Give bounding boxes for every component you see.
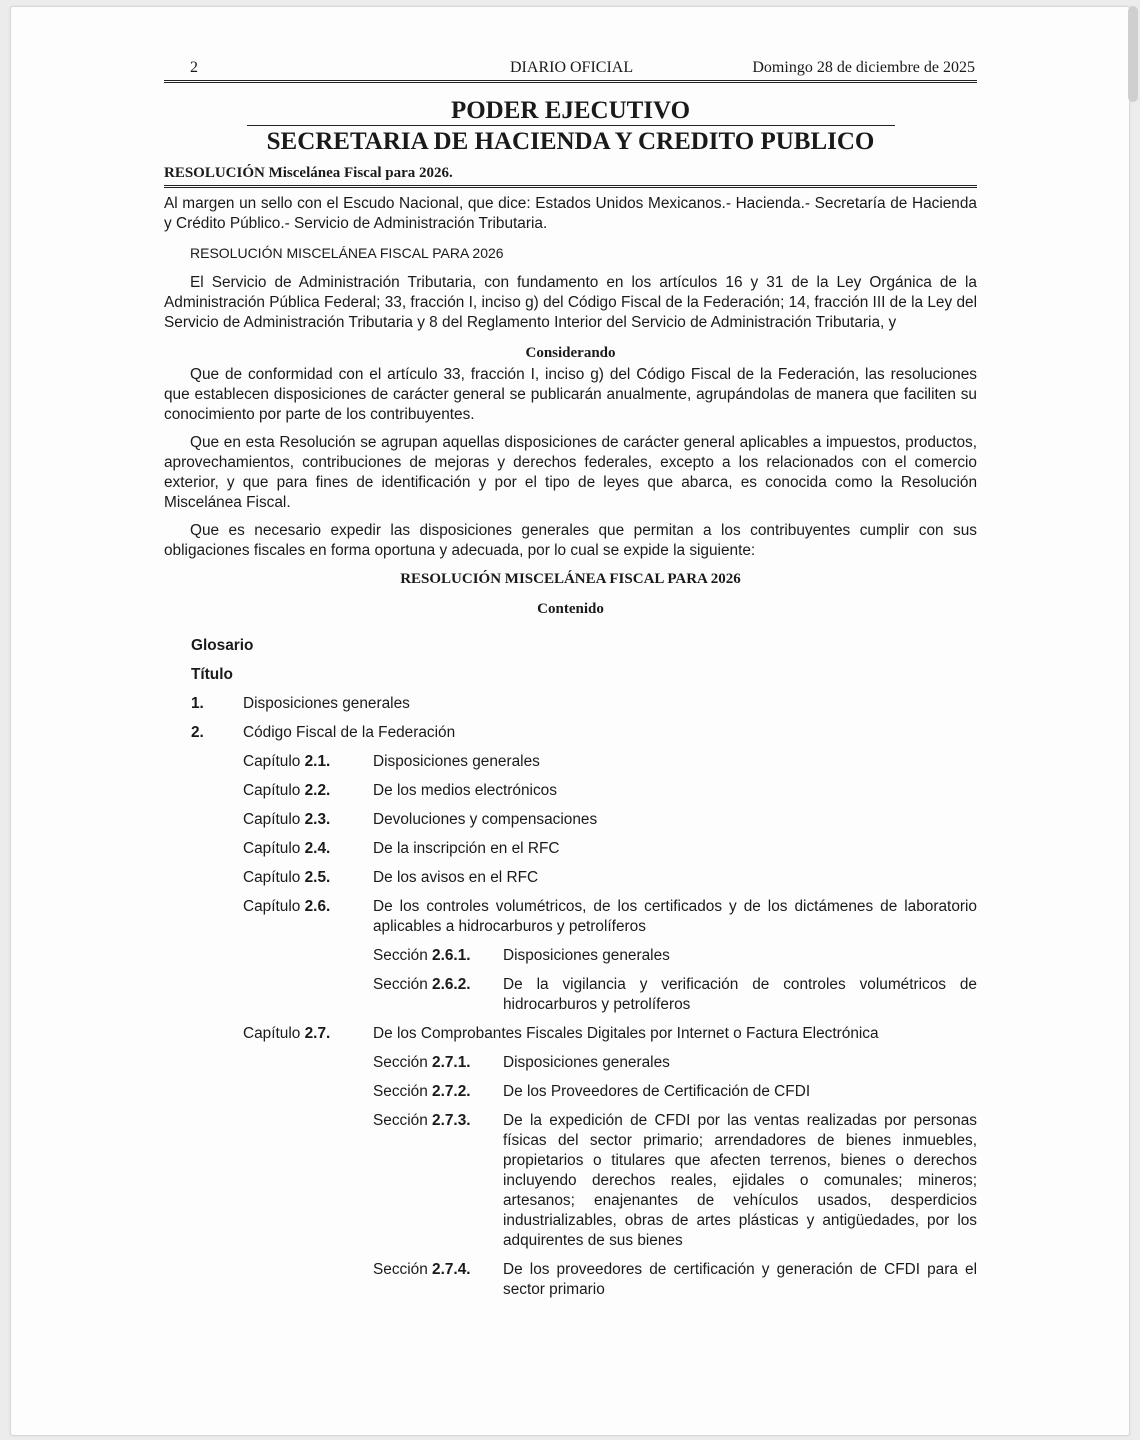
- page-content: [164, 59, 977, 1300]
- chapter-word: Capítulo: [243, 753, 305, 770]
- publication-date: Domingo 28 de diciembre de 2025: [752, 59, 975, 76]
- resolution-line: [164, 165, 977, 188]
- chapter-word: Capítulo: [243, 898, 305, 915]
- section-title: De los proveedores de certificación y generación de CFDI para el sector primario: [503, 1261, 977, 1298]
- section-number: 2.7.3.: [432, 1112, 471, 1129]
- chapter-title: De la inscripción en el RFC: [373, 840, 560, 857]
- contents-heading: Contenido: [537, 601, 604, 617]
- chapter-number: 2.6.: [304, 898, 331, 915]
- section-title: Disposiciones generales: [503, 1054, 670, 1071]
- considerando-paragraph-2: Que en esta Resolución se agrupan aquellas disposiciones de carácter general aplicables a impuestos, productos, aprovechamientos, contribuciones de mejoras y derechos federales, excepto a los relacionados con el comercio exterior, y que para fines de identificación y por el tipo de leyes que abarca, es conocida como la Resolución Miscelánea Fiscal.: [164, 434, 977, 511]
- section-word: Sección: [373, 976, 433, 993]
- section-number: 2.7.1.: [432, 1054, 471, 1071]
- toc-chapter: [164, 897, 977, 937]
- toc-section: [164, 1111, 977, 1251]
- chapter-title: De los avisos en el RFC: [373, 869, 539, 886]
- section-number: 2.7.4.: [432, 1261, 471, 1278]
- toc-section: [164, 946, 977, 966]
- considerando-heading: Considerando: [525, 345, 616, 361]
- table-of-contents: [164, 636, 977, 1300]
- toc-chapter: [164, 752, 977, 772]
- section-title: De la vigilancia y verificación de controles volumétricos de hidrocarburos y petrolíferos: [503, 976, 977, 1013]
- title-divider: [247, 125, 895, 126]
- section-word: Sección: [373, 1054, 433, 1071]
- resolution-rest: Miscelánea Fiscal para 2026.: [264, 165, 453, 181]
- toc-chapter: [164, 781, 977, 801]
- title-text: Código Fiscal de la Federación: [243, 724, 456, 741]
- vertical-scrollbar[interactable]: [1128, 6, 1138, 102]
- section-word: Sección: [373, 1261, 433, 1278]
- chapter-title: Devoluciones y compensaciones: [373, 811, 598, 828]
- toc-section: [164, 1053, 977, 1073]
- chapter-number: 2.3.: [304, 811, 331, 828]
- section-word: Sección: [373, 1112, 433, 1129]
- toc-chapter: [164, 839, 977, 859]
- page-number: 2: [190, 59, 198, 76]
- title-number: 1.: [191, 695, 204, 712]
- toc-section: [164, 1260, 977, 1300]
- ministry-title: SECRETARIA DE HACIENDA Y CREDITO PUBLICO: [266, 128, 875, 155]
- chapter-title: De los Comprobantes Fiscales Digitales por Internet o Factura Electrónica: [373, 1025, 879, 1042]
- section-title: De la expedición de CFDI por las ventas realizadas por personas físicas del sector primario; arrendadores de bienes inmuebles, propietarios o titulares que afecten terrenos, bienes o derechos incluyendo derechos reales, ejidales o comunales; mineros; artesanos; enajenantes de vehículos usados, desperdicios industrializables, obras de artes plásticas y antigüedades, por los adquirentes de sus bienes: [503, 1112, 977, 1249]
- section-title: De los Proveedores de Certificación de CFDI: [503, 1083, 811, 1100]
- chapter-title: Disposiciones generales: [373, 753, 540, 770]
- considerando-paragraph-3: Que es necesario expedir las disposiciones generales que permitan a los contribuyentes cumplir con sus obligaciones fiscales en forma oportuna y adecuada, por lo cual se expide la siguiente:: [164, 522, 977, 559]
- publication-name: DIARIO OFICIAL: [510, 59, 634, 76]
- section-word: Sección: [373, 947, 433, 964]
- chapter-number: 2.2.: [304, 782, 331, 799]
- section-word: Sección: [373, 1083, 433, 1100]
- toc-title-1: [164, 694, 977, 714]
- toc-section: [164, 975, 977, 1015]
- chapter-word: Capítulo: [243, 840, 305, 857]
- foundation-paragraph: El Servicio de Administración Tributaria, con fundamento en los artículos 16 y 31 de la Ley Orgánica de la Administración Pública Federal; 33, fracción I, inciso g) del Código Fiscal de la Federación; 14, fracción III de la Ley del Servicio de Administración Tributaria y 8 del Reglamento Interior del Servicio de Administración Tributaria, y: [164, 274, 977, 331]
- toc-section: [164, 1082, 977, 1102]
- document-page: [10, 6, 1130, 1436]
- toc-glosario: Glosario: [191, 637, 254, 654]
- chapter-word: Capítulo: [243, 1025, 305, 1042]
- section-number: 2.6.1.: [432, 947, 471, 964]
- resolution-title-upper: RESOLUCIÓN MISCELÁNEA FISCAL PARA 2026: [190, 245, 504, 261]
- seal-paragraph: Al margen un sello con el Escudo Nacional, que dice: Estados Unidos Mexicanos.- Hacienda.- Secretaría de Hacienda y Crédito Público.- Servicio de Administración Tributaria.: [164, 195, 977, 232]
- chapter-title: De los controles volumétricos, de los certificados y de los dictámenes de laboratorio aplicables a hidrocarburos y petrolíferos: [373, 898, 977, 935]
- title-number: 2.: [191, 724, 204, 741]
- resolution-heading: RESOLUCIÓN MISCELÁNEA FISCAL PARA 2026: [400, 571, 741, 587]
- chapter-title: De los medios electrónicos: [373, 782, 557, 799]
- toc-chapter: [164, 810, 977, 830]
- toc-chapter: [164, 1024, 977, 1044]
- chapter-word: Capítulo: [243, 869, 305, 886]
- section-title: Disposiciones generales: [503, 947, 670, 964]
- resolution-prefix: RESOLUCIÓN: [164, 165, 265, 181]
- toc-titulo: Título: [191, 666, 233, 683]
- section-number: 2.6.2.: [432, 976, 471, 993]
- toc-chapter: [164, 868, 977, 888]
- considerando-paragraph-1: Que de conformidad con el artículo 33, fracción I, inciso g) del Código Fiscal de la Federación, las resoluciones que establecen disposiciones de carácter general se publicarán anualmente, agrupándolas de manera que faciliten su conocimiento por parte de los contribuyentes.: [164, 366, 977, 423]
- chapter-number: 2.4.: [304, 840, 331, 857]
- running-header: [164, 59, 977, 83]
- toc-title-2: [164, 723, 977, 743]
- chapter-word: Capítulo: [243, 811, 305, 828]
- chapter-number: 2.7.: [304, 1025, 331, 1042]
- branch-title: PODER EJECUTIVO: [450, 97, 691, 124]
- chapter-word: Capítulo: [243, 782, 305, 799]
- chapter-number: 2.1.: [304, 753, 331, 770]
- chapter-number: 2.5.: [304, 869, 331, 886]
- section-number: 2.7.2.: [432, 1083, 471, 1100]
- title-text: Disposiciones generales: [243, 695, 410, 712]
